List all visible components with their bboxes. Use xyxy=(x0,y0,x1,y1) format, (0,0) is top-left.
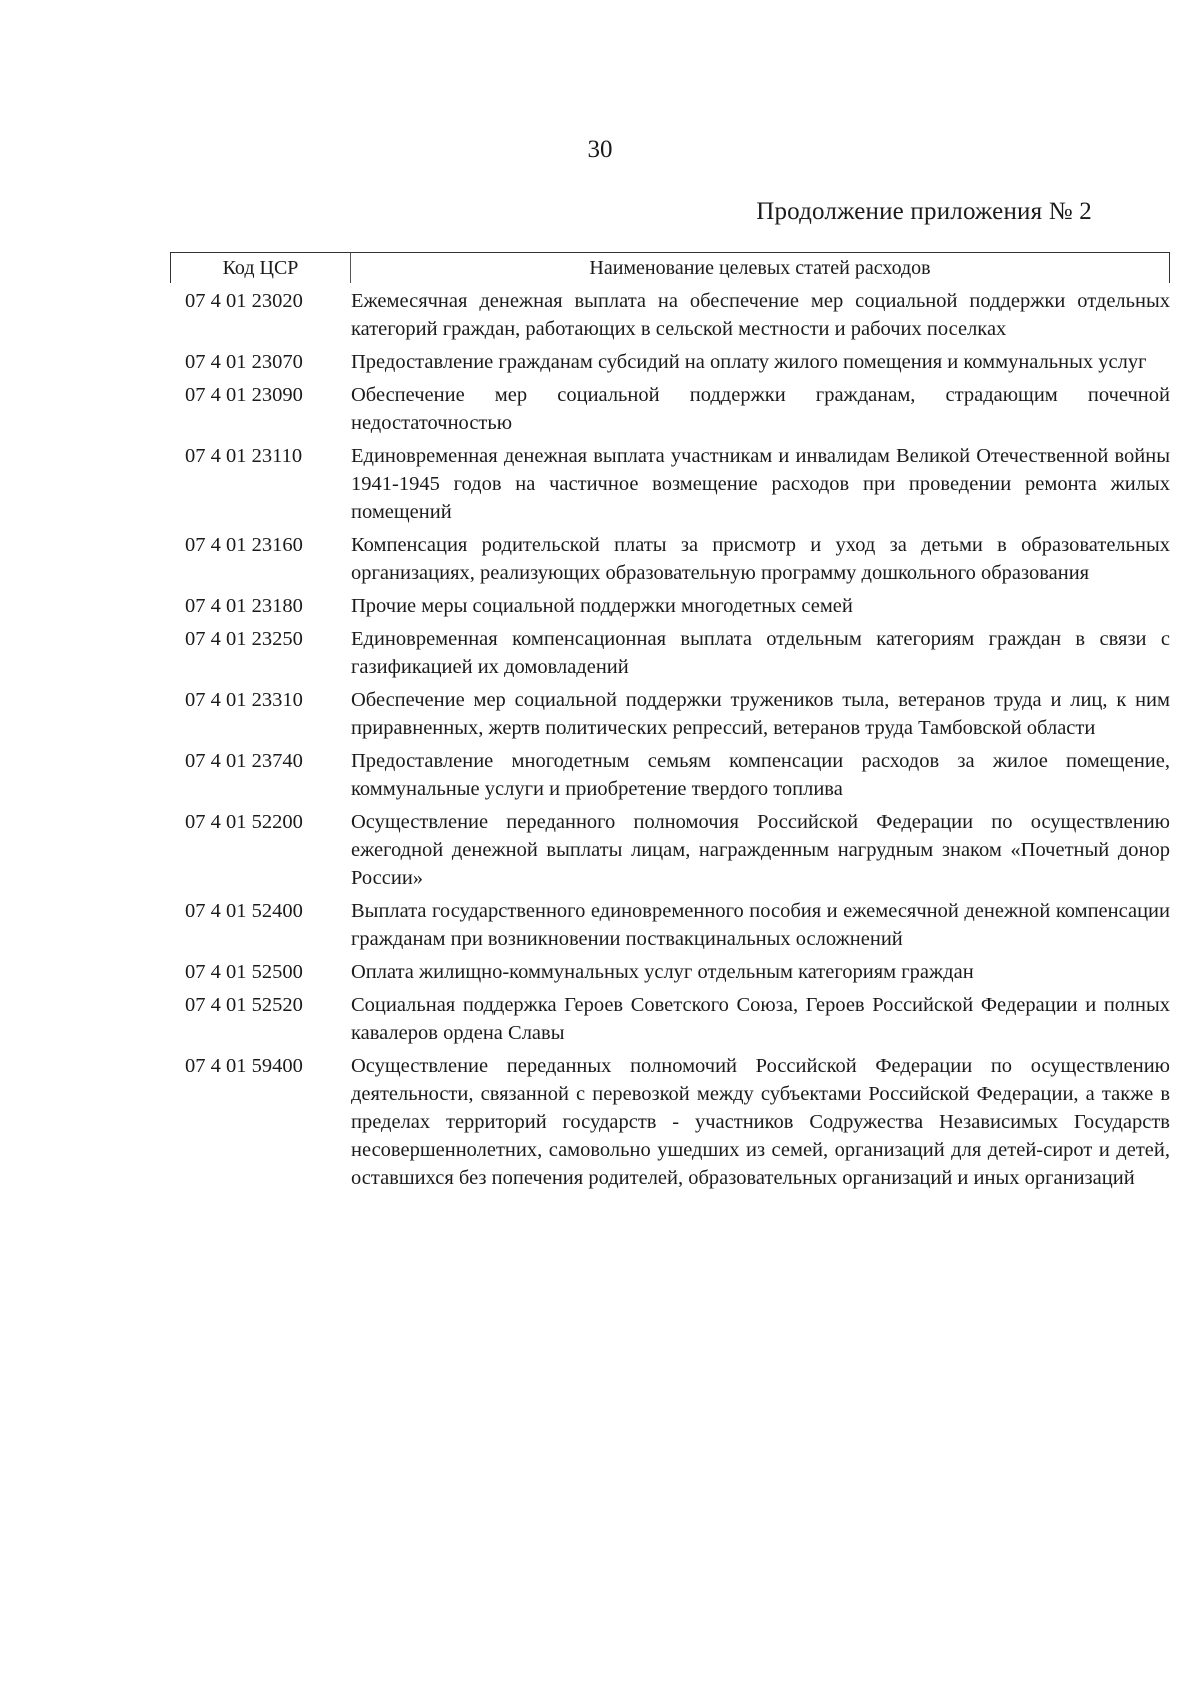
page-number: 30 xyxy=(587,136,613,163)
table-row xyxy=(185,381,1170,437)
row-code: 07 4 01 23740 xyxy=(185,750,303,772)
row-name: Обеспечение мер социальной поддержки тружеников тыла, ветеранов труда и лиц, к ним приравненных, жертв политических репрессий, ветеранов труда Тамбовской области xyxy=(351,689,1170,739)
row-name: Прочие меры социальной поддержки многодетных семей xyxy=(351,595,853,617)
table-row xyxy=(185,625,1170,681)
row-name: Обеспечение мер социальной поддержки гражданам, страдающим почечной недостаточностью xyxy=(351,384,1170,434)
row-code: 07 4 01 23310 xyxy=(185,689,303,711)
row-code: 07 4 01 23090 xyxy=(185,384,303,406)
row-code: 07 4 01 23180 xyxy=(185,595,303,617)
row-code: 07 4 01 52200 xyxy=(185,811,303,833)
table-row xyxy=(185,958,1170,986)
row-code: 07 4 01 23160 xyxy=(185,534,303,556)
table-row xyxy=(185,442,1170,526)
table-row xyxy=(185,686,1170,742)
table-row xyxy=(185,991,1170,1047)
table-row xyxy=(185,897,1170,953)
table-body xyxy=(185,287,1170,1197)
table-row xyxy=(185,747,1170,803)
row-code: 07 4 01 52400 xyxy=(185,900,303,922)
table-row xyxy=(185,348,1170,376)
header-name-column: Наименование целевых статей расходов xyxy=(351,253,1170,283)
appendix-caption: Продолжение приложения № 2 xyxy=(756,198,1092,225)
row-name: Единовременная компенсационная выплата отдельным категориям граждан в связи с газификацией их домовладений xyxy=(351,628,1170,678)
row-code: 07 4 01 23250 xyxy=(185,628,303,650)
row-code: 07 4 01 59400 xyxy=(185,1055,303,1077)
row-code: 07 4 01 52500 xyxy=(185,961,303,983)
row-name: Ежемесячная денежная выплата на обеспечение мер социальной поддержки отдельных категорий граждан, работающих в сельской местности и рабочих поселках xyxy=(351,290,1170,340)
row-code: 07 4 01 23020 xyxy=(185,290,303,312)
row-code: 07 4 01 23070 xyxy=(185,351,303,373)
table-row xyxy=(185,531,1170,587)
row-name: Осуществление переданных полномочий Российской Федерации по осуществлению деятельности, связанной с перевозкой между субъектами Российской Федерации, а также в пределах территорий государств - участников Содружества Независимых Государств несовершеннолетних, самовольно ушедших из семей, организаций для детей-сирот и детей, оставшихся без попечения родителей, образовательных организаций и иных организаций xyxy=(351,1055,1170,1189)
table-row xyxy=(185,592,1170,620)
row-name: Выплата государственного единовременного пособия и ежемесячной денежной компенсации гражданам при возникновении поствакцинальных осложнений xyxy=(351,900,1170,950)
table-row xyxy=(185,808,1170,892)
row-code: 07 4 01 23110 xyxy=(185,445,303,467)
table-header xyxy=(170,252,1170,282)
row-name: Единовременная денежная выплата участникам и инвалидам Великой Отечественной войны 1941-1945 годов на частичное возмещение расходов при проведении ремонта жилых помещений xyxy=(351,445,1170,523)
row-code: 07 4 01 52520 xyxy=(185,994,303,1016)
table-row xyxy=(185,1052,1170,1192)
row-name: Предоставление многодетным семьям компенсации расходов за жилое помещение, коммунальные услуги и приобретение твердого топлива xyxy=(351,750,1170,800)
row-name: Компенсация родительской платы за присмотр и уход за детьми в образовательных организациях, реализующих образовательную программу дошкольного образования xyxy=(351,534,1170,584)
header-code-column: Код ЦСР xyxy=(170,253,351,283)
row-name: Предоставление гражданам субсидий на оплату жилого помещения и коммунальных услуг xyxy=(351,351,1147,373)
table-row xyxy=(185,287,1170,343)
row-name: Социальная поддержка Героев Советского Союза, Героев Российской Федерации и полных кавалеров ордена Славы xyxy=(351,994,1170,1044)
row-name: Осуществление переданного полномочия Российской Федерации по осуществлению ежегодной денежной выплаты лицам, награжденным нагрудным знаком «Почетный донор России» xyxy=(351,811,1170,889)
row-name: Оплата жилищно-коммунальных услуг отдельным категориям граждан xyxy=(351,961,974,983)
